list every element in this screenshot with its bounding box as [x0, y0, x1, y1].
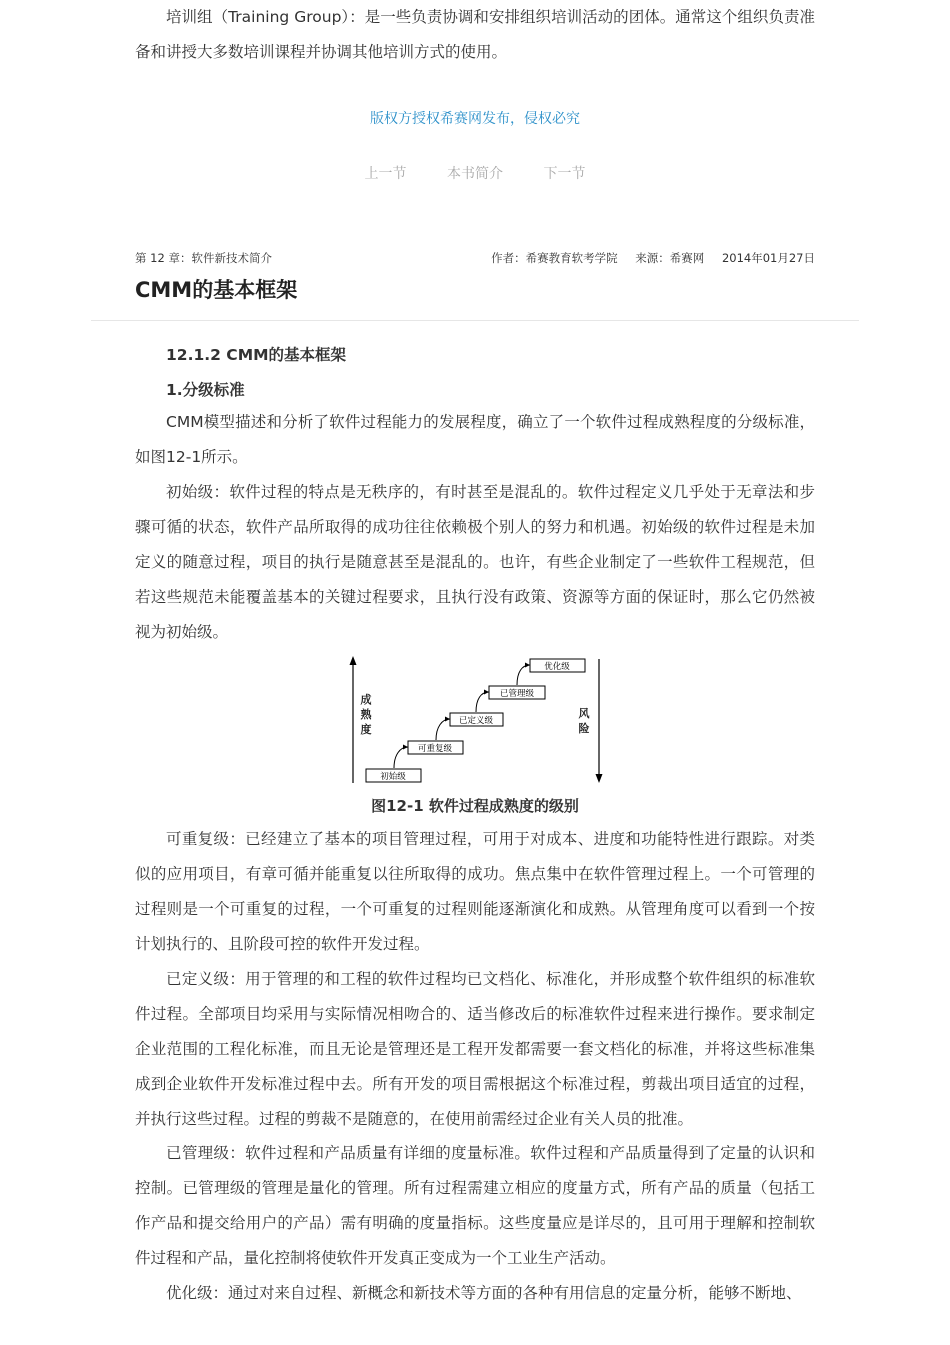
chapter-label: 第 12 章：软件新技术简介: [135, 251, 272, 265]
maturity-arrow-icon: [350, 656, 357, 665]
risk-label-char-1: 风: [578, 707, 590, 720]
author-label: 作者：希赛教育软考学院: [491, 251, 618, 265]
step-arrow-3: [476, 692, 489, 712]
figure-caption: 图12-1 软件过程成熟度的级别: [371, 797, 579, 815]
repeatable-level-paragraph: 可重复级：已经建立了基本的项目管理过程，可用于对成本、进度和功能特性进行跟踪。对类似的应用项目，有章可循并能重复以往所取得的成功。焦点集中在软件管理过程上。一个可管理的过程则是一个可重复的过程，一个可重复的过程则能逐渐演化和成熟。从管理角度可以看到一个按计划执行的、且阶段可控的软件开发过程。: [135, 830, 815, 953]
copyright-notice: 版权方授权希赛网发布，侵权必究: [370, 111, 580, 127]
intro-paragraph: CMM模型描述和分析了软件过程能力的发展程度，确立了一个软件过程成熟程度的分级标准，如图12-1所示。: [135, 413, 815, 466]
prev-section-link[interactable]: 上一节: [364, 166, 407, 182]
date-label: 2014年01月27日: [721, 251, 815, 265]
subheading: 1.分级标准: [166, 381, 245, 399]
book-intro-link[interactable]: 本书简介: [447, 166, 503, 182]
next-section-link[interactable]: 下一节: [543, 166, 586, 182]
initial-level-paragraph: 初始级：软件过程的特点是无秩序的，有时甚至是混乱的。软件过程定义几乎处于无章法和步骤可循的状态，软件产品所取得的成功往往依赖极个别人的努力和机遇。初始级的软件过程是未加定义的随意过程，项目的执行是随意甚至是混乱的。也许，有些企业制定了一些软件工程规范，但若这些规范未能覆盖基本的关键过程要求，且执行没有政策、资源等方面的保证时，那么它仍然被视为初始级。: [135, 483, 815, 641]
article-meta: [477, 250, 815, 266]
risk-label-char-2: 险: [578, 722, 590, 735]
step-arrowhead-1: [403, 745, 408, 750]
maturity-label-char-3: 度: [360, 723, 372, 736]
prev-paragraph: 培训组（Training Group）：是一些负责协调和安排组织培训活动的团体。通常这个组织负责准备和讲授大多数培训课程并协调其他培训方式的使用。: [135, 8, 815, 61]
level-label-defined: 已定义级: [458, 716, 494, 726]
step-arrowhead-2: [445, 717, 450, 722]
step-arrowhead-3: [484, 690, 489, 695]
level-label-optimizing: 优化级: [544, 662, 570, 672]
section-nav: [0, 163, 950, 183]
source-label: 来源：希赛网: [635, 251, 705, 265]
section-heading: 12.1.2 CMM的基本框架: [166, 346, 347, 364]
step-arrow-1: [394, 747, 408, 768]
level-label-repeatable: 可重复级: [417, 744, 453, 754]
step-arrow-2: [436, 719, 450, 740]
step-arrowhead-4: [525, 663, 530, 668]
step-arrow-4: [517, 665, 530, 685]
maturity-label-char-2: 熟: [360, 708, 372, 721]
title-divider: [91, 320, 859, 321]
managed-level-paragraph: 已管理级：软件过程和产品质量有详细的度量标准。软件过程和产品质量得到了定量的认识和控制。已管理级的管理是量化的管理。所有过程需建立相应的度量方式，所有产品的质量（包括工作产品和提交给用户的产品）需有明确的度量指标。这些度量应是详尽的，且可用于理解和控制软件过程和产品，量化控制将使软件开发真正变成为一个工业生产活动。: [135, 1144, 815, 1267]
article-title: CMM的基本框架: [135, 278, 298, 302]
maturity-label-char-1: 成: [360, 693, 372, 706]
optimizing-level-paragraph: 优化级：通过对来自过程、新概念和新技术等方面的各种有用信息的定量分析，能够不断地、: [166, 1284, 802, 1302]
level-label-managed: 已管理级: [499, 689, 535, 699]
maturity-level-figure: [346, 655, 606, 787]
level-label-initial: 初始级: [380, 772, 406, 782]
risk-arrow-icon: [596, 774, 603, 783]
defined-level-paragraph: 已定义级：用于管理的和工程的软件过程均已文档化、标准化，并形成整个软件组织的标准软件过程。全部项目均采用与实际情况相吻合的、适当修改后的标准软件过程来进行操作。要求制定企业范围的工程化标准，而且无论是管理还是工程开发都需要一套文档化的标准，并将这些标准集成到企业软件开发标准过程中去。所有开发的项目需根据这个标准过程，剪裁出项目适宜的过程，并执行这些过程。过程的剪裁不是随意的，在使用前需经过企业有关人员的批准。: [135, 970, 815, 1128]
